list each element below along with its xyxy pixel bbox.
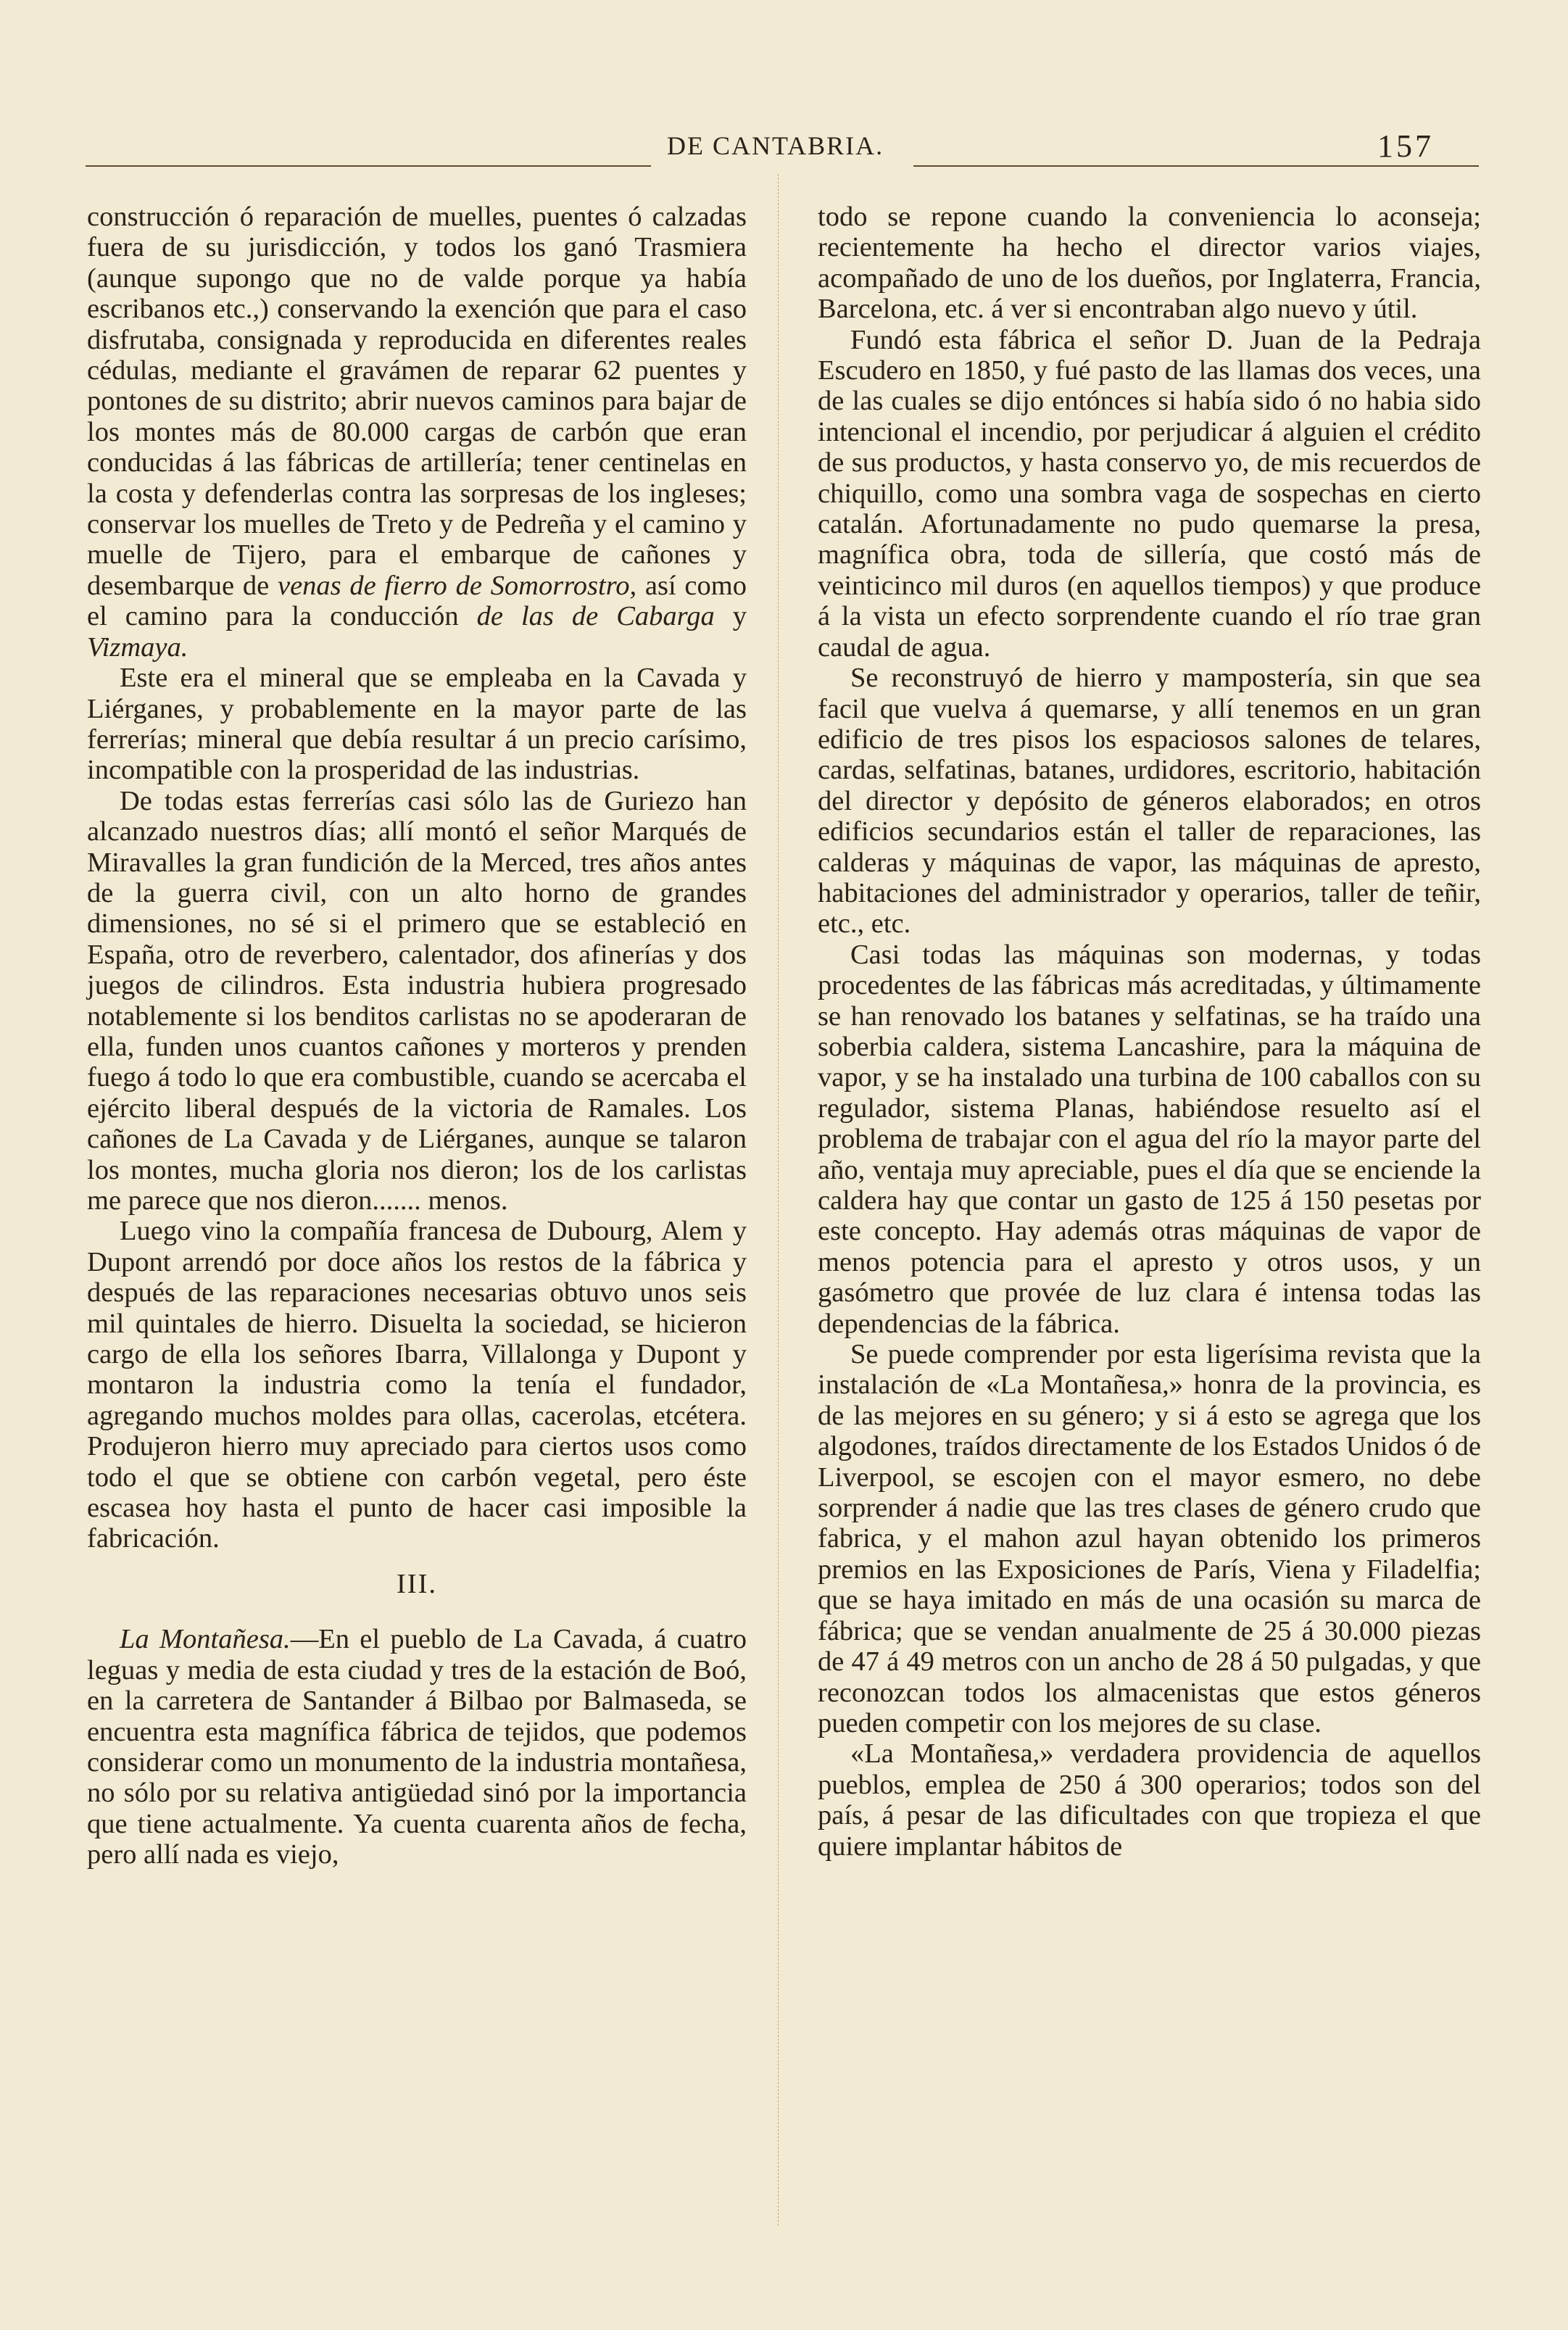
left-p1-and: y bbox=[714, 601, 747, 632]
left-p1-italic-c: Vizmaya. bbox=[87, 631, 188, 663]
left-paragraph-4: Luego vino la compañía francesa de Dubourg, Alem y Dupont arrendó por doce años los restos de la fábrica y después de las reparaciones necesarias obtuvo unos seis mil quintales de hierro. Disuelta la sociedad, se hicieron cargo de ella los señores Ibarra, Villalonga y Dupont y montaron la industria como la tenía el fundador, agregando muchos moldes para ollas, cacerolas, etcétera. Produjeron hierro muy apreciado para ciertos usos como todo el que se obtiene con carbón vegetal, pero éste escasea hoy hasta el punto de hacer casi imposible la fabricación. bbox=[87, 1216, 747, 1554]
left-p1-italic-a: venas de fierro de Somorrostro, bbox=[277, 570, 637, 601]
right-paragraph-4: Casi todas las máquinas son modernas, y todas procedentes de las fábricas más acreditadas, y últimamente se han renovado los batanes y selfatinas, se ha traído una soberbia caldera, sistema Lancashire, para la máquina de vapor, y se ha instalado una turbina de 100 caballos con su regulador, sistema Planas, habiéndose resuelto así el problema de trabajar con el agua del río la mayor parte del año, ventaja muy apreciable, pues el día que se enciende la caldera hay que contar un gasto de 125 á 150 pesetas por este concepto. Hay además otras máquinas de vapor de menos potencia para el apresto y otros usos, y un gasómetro que provée de luz clara é intensa todas las dependencias de la fábrica. bbox=[818, 939, 1481, 1339]
right-paragraph-5: Se puede comprender por esta ligerísima revista que la instalación de «La Montañesa,» honra de la provincia, es de las mejores en su género; y si á esto se agrega que los algodones, traídos directamente de los Estados Unidos ó de Liverpool, se escojen con el mayor esmero, no debe sorprender á nadie que las tres clases de género crudo que fabrica, y el mahon azul hayan obtenido los primeros premios en las Exposiciones de París, Viena y Filadelfia; que se haya imitado en más de una ocasión su marca de fábrica; que se vendan anualmente de 25 á 30.000 piezas de 47 á 49 metros con un ancho de 28 á 50 pulgadas, y que reconozcan todos los almacenistas que estos géneros pueden competir con los mejores de su clase. bbox=[818, 1339, 1481, 1738]
left-p5-text: —En el pueblo de La Cavada, á cuatro leguas y media de esta ciudad y tres de la estación de Boó, en la carretera de Santander á Bilbao por Balmaseda, se encuentra esta magnífica fábrica de tejidos, que podemos considerar como un monumento de la industria montañesa, no sólo por su relativa antigüedad sinó por la importancia que tiene actualmente. Ya cuenta cuarenta años de fecha, pero allí nada es viejo, bbox=[87, 1624, 747, 1870]
left-paragraph-3: De todas estas ferrerías casi sólo las de Guriezo han alcanzado nuestros días; allí montó el señor Marqués de Miravalles la gran fundición de la Merced, tres años antes de la guerra civil, con un alto horno de grandes dimensiones, no sé si el primero que se estableció en España, otro de reverbero, calentador, dos afinerías y dos juegos de cilindros. Esta industria hubiera progresado notablemente si los benditos carlistas no se apoderaran de ella, funden unos cuantos cañones y morteros y prenden fuego á todo lo que era combustible, cuando se acercaba el ejército liberal después de la victoria de Ramales. Los cañones de La Cavada y de Liérganes, aunque se talaron los montes, mucha gloria nos dieron; los de los carlistas me parece que nos dieron....... menos. bbox=[87, 785, 747, 1216]
running-title: DE CANTABRIA. bbox=[667, 131, 884, 160]
right-paragraph-3: Se reconstruyó de hierro y mampostería, sin que sea facil que vuelva á quemarse, y allí tenemos en un gran edificio de tres pisos los espaciosos salones de telares, cardas, selfatinas, batanes, urdidores, escritorio, habitación del director y depósito de géneros elaborados; en otros edificios secundarios están el taller de reparaciones, las calderas y máquinas de vapor, las máquinas de apresto, habitaciones del administrador y operarios, taller de teñir, etc., etc. bbox=[818, 663, 1481, 940]
header-rule-right bbox=[913, 165, 1479, 170]
left-p1-mid: así como el camino para la conducción bbox=[87, 570, 747, 632]
section-heading: III. bbox=[396, 1568, 438, 1599]
left-p5-italic: La Montañesa. bbox=[120, 1624, 291, 1655]
left-p1-italic-b: de las de Cabarga bbox=[476, 601, 715, 632]
column-divider bbox=[778, 174, 779, 2226]
left-paragraph-5 bbox=[87, 1624, 747, 1870]
right-paragraph-2: Fundó esta fábrica el señor D. Juan de la Pedraja Escudero en 1850, y fué pasto de las llamas dos veces, una de las cuales se dijo entónces si había sido ó no habia sido intencional el incendio, por perjudicar á alguien el crédito de sus productos, y hasta conservo yo, de mis recuerdos de chiquillo, como una sombra vaga de sospechas en cierto catalán. Afortunadamente no pudo quemarse la presa, magnífica obra, toda de sillería, que costó más de veinticinco mil duros (en aquellos tiempos) y que produce á la vista un efecto sorprendente cuando el río trae gran caudal de agua. bbox=[818, 324, 1481, 663]
left-paragraph-2: Este era el mineral que se empleaba en la Cavada y Liérganes, y probablemente en la mayor parte de las ferrerías; mineral que debía resultar á un precio carísimo, incompatible con la prosperidad de las industrias. bbox=[87, 663, 747, 786]
left-paragraph-1 bbox=[87, 202, 747, 663]
header-rule-left bbox=[86, 165, 651, 170]
left-p1-text: construcción ó reparación de muelles, puentes ó calzadas fuera de su jurisdicción, y todos los ganó Trasmiera (aunque supongo que no de valde porque ya había escribanos etc.,) conservando la exención que para el caso disfrutaba, consignada y reproducida en diferentes reales cédulas, mediante el gravámen de reparar 62 puentes y pontones de su distrito; abrir nuevos caminos para bajar de los montes más de 80.000 cargas de carbón que eran conducidas á las fábricas de artillería; tener centinelas en la costa y defenderlas contra las sorpresas de los ingleses; conservar los muelles de Treto y de Pedreña y el camino y muelle de Tijero, para el embarque de cañones y desembarque de bbox=[87, 202, 747, 601]
left-column bbox=[87, 202, 747, 1870]
right-paragraph-6: «La Montañesa,» verdadera providencia de aquellos pueblos, emplea de 250 á 300 operarios; todos son del país, á pesar de las dificultades con que tropieza el que quiere implantar hábitos de bbox=[818, 1738, 1481, 1862]
page-number: 157 bbox=[1377, 128, 1434, 164]
right-column bbox=[818, 202, 1481, 1862]
running-head bbox=[0, 123, 1568, 167]
right-paragraph-1: todo se repone cuando la conveniencia lo aconseja; recientemente ha hecho el director varios viajes, acompañado de uno de los dueños, por Inglaterra, Francia, Barcelona, etc. á ver si encontraban algo nuevo y útil. bbox=[818, 202, 1481, 325]
